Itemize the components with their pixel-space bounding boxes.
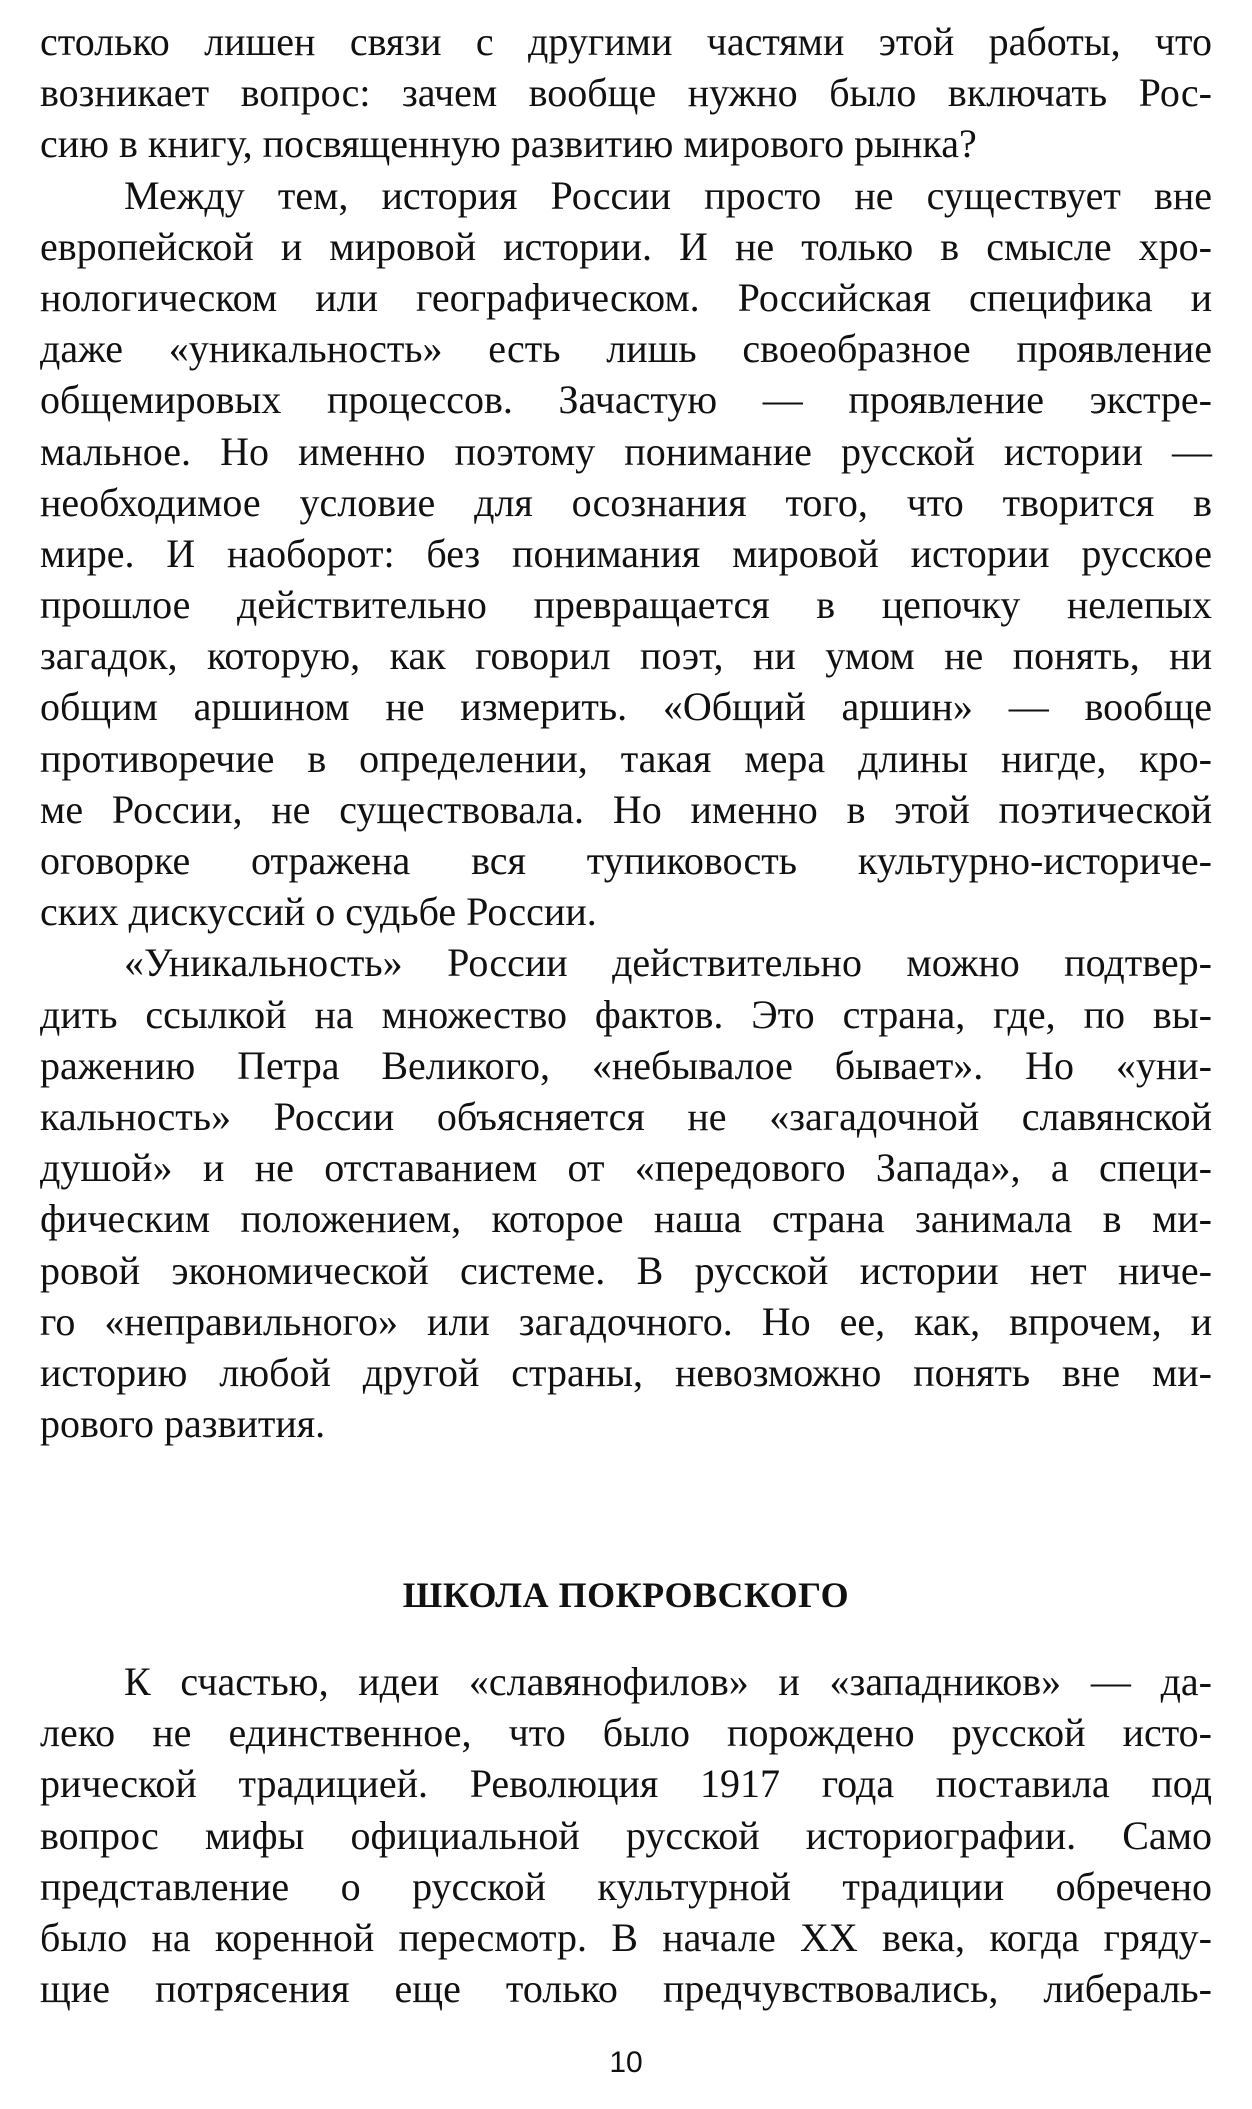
text-line: ражению Петра Великого, «небывалое бывает». Но «уни-	[40, 1042, 1212, 1088]
text-line: сию в книгу, посвященную развитию мирового рынка?	[40, 121, 977, 167]
text-block-top	[40, 16, 1212, 1449]
text-line: столько лишен связи с другими частями этой работы, что	[40, 19, 1212, 64]
text-line: рической традицией. Революция 1917 года поставила под	[40, 1761, 1212, 1807]
text-line: душой» и не отставанием от «передового Запада», а специ-	[40, 1145, 1212, 1191]
text-line: ме России, не существовала. Но именно в этой поэтической	[40, 786, 1212, 832]
text-line: мире. И наоборот: без понимания мировой истории русское	[40, 530, 1212, 576]
text-line: оговорке отражена вся тупиковость культурно-историче-	[40, 838, 1212, 883]
text-line: кальность» России объясняется не «загадочной славянской	[40, 1093, 1212, 1139]
page-number: 10	[609, 2046, 643, 2079]
text-line: прошлое действительно превращается в цепочку нелепых	[40, 582, 1212, 628]
text-line: фическим положением, которое наша страна занимала в ми-	[40, 1196, 1212, 1242]
text-line: историю любой другой страны, невозможно понять вне ми-	[40, 1349, 1212, 1395]
text-line: представление о русской культурной традиции обречено	[40, 1863, 1212, 1909]
text-line: загадок, которую, как говорил поэт, ни умом не понять, ни	[40, 633, 1212, 679]
text-line: противоречие в определении, такая мера длины нигде, кро-	[40, 735, 1212, 781]
text-line: общемировых процессов. Зачастую — проявление экстре-	[40, 377, 1212, 423]
text-line: ских дискуссий о судьбе России.	[40, 889, 597, 935]
text-line: рового развития.	[40, 1401, 326, 1447]
text-line: щие потрясения еще только предчувствовались, либераль-	[40, 1966, 1212, 2012]
text-line: дить ссылкой на множество фактов. Это страна, где, по вы-	[40, 991, 1212, 1037]
text-line: вопрос мифы официальной русской историографии. Само	[40, 1812, 1212, 1858]
text-line: «Уникальность» России действительно можно подтвер-	[124, 940, 1212, 986]
text-line: Между тем, история России просто не существует вне	[124, 172, 1212, 218]
text-line: возникает вопрос: зачем вообще нужно было включать Рос-	[40, 70, 1212, 116]
paragraph-1	[40, 16, 1212, 170]
text-line: го «неправильного» или загадочного. Но ее, как, впрочем, и	[40, 1298, 1212, 1344]
text-block-bottom	[40, 1656, 1212, 2014]
paragraph-4	[40, 1656, 1212, 2014]
paragraph-2	[40, 170, 1212, 938]
text-line: нологическом или географическом. Российская специфика и	[40, 274, 1212, 320]
text-line: ровой экономической системе. В русской истории нет ниче-	[40, 1247, 1212, 1293]
text-line: общим аршином не измерить. «Общий аршин» — вообще	[40, 684, 1212, 730]
book-page	[40, 16, 1212, 2086]
section-heading: ШКОЛА ПОКРОВСКОГО	[402, 1575, 850, 1615]
paragraph-3	[40, 937, 1212, 1449]
text-line: мальное. Но именно поэтому понимание русской истории —	[40, 428, 1212, 474]
text-line: было на коренной пересмотр. В начале XX века, когда гряду-	[40, 1914, 1212, 1960]
text-line: К счастью, идеи «славянофилов» и «западников» — да-	[124, 1659, 1212, 1704]
text-line: необходимое условие для осознания того, что творится в	[40, 479, 1212, 525]
text-line: леко не единственное, что было порождено русской исто-	[40, 1710, 1212, 1756]
text-line: европейской и мировой истории. И не только в смысле хро-	[40, 223, 1212, 269]
text-line: даже «уникальность» есть лишь своеобразное проявление	[40, 326, 1212, 372]
